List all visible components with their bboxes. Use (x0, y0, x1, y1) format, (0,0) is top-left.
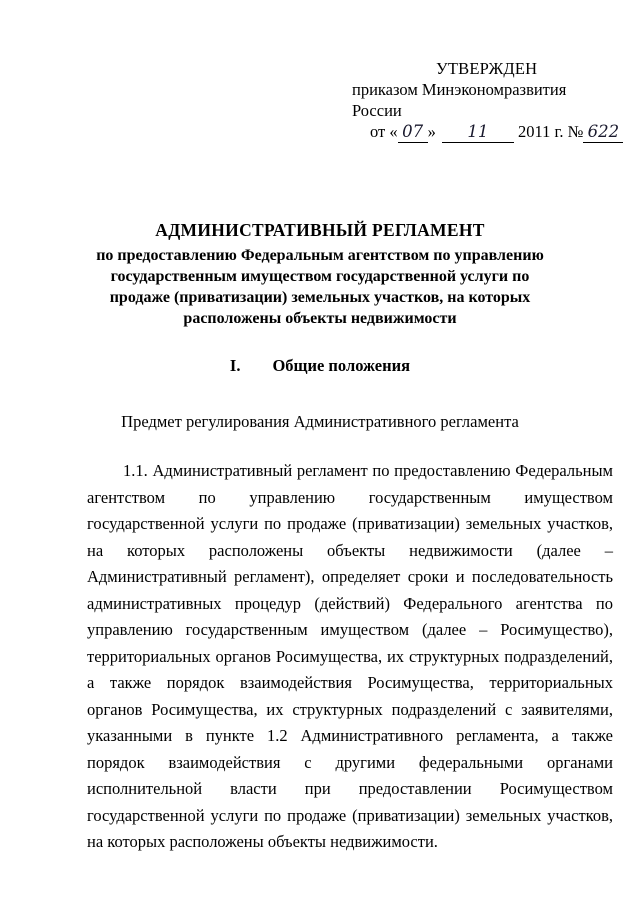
document-subtitle: по предоставлению Федеральным агентством по управлению государственным имуществом государственной услуги по продаже (приватизации) земельных участков, на которых расположены объекты недвижимости (96, 247, 544, 327)
handwritten-month: 11 (442, 121, 514, 143)
section-heading (0, 356, 640, 376)
approval-title: УТВЕРЖДЕН (436, 59, 538, 78)
section-number: I. (229, 356, 241, 375)
date-year: 2011 г. № (518, 122, 584, 141)
section-title: Общие положения (272, 356, 411, 375)
subject-heading: Предмет регулирования Административного регламента (121, 412, 519, 431)
approval-order-line: приказом Минэкономразвития России (352, 80, 567, 120)
handwritten-order-number: 622 (583, 121, 623, 143)
date-prefix: от « (370, 122, 398, 141)
paragraph-1-1: 1.1. Административный регламент по предоставлению Федеральным агентством по управлению государственным имуществом государственной услуги по продаже (приватизации) земельных участков, на которых расположены объекты недвижимости (далее – Административный регламент), определяет сроки и последовательность административных процедур (действий) Федерального агентства по управлению государственным имуществом (далее – Росимущество), территориальных органов Росимущества, их структурных подразделений, а также порядок взаимодействия Росимущества, территориальных органов Росимущества, их структурных подразделений с заявителями, указанными в пункте 1.2 Административного регламента, а также порядок взаимодействия с другими федеральными органами исполнительной власти при предоставлении Росимуществом государственной услуги по продаже (приватизации) земельных участков, на которых расположены объекты недвижимости. (87, 461, 613, 851)
document-title: АДМИНИСТРАТИВНЫЙ РЕГЛАМЕНТ (155, 220, 485, 240)
handwritten-day: 07 (398, 121, 428, 143)
approval-date-line (370, 121, 620, 143)
date-quote: » (427, 122, 436, 141)
approval-block (352, 58, 620, 143)
